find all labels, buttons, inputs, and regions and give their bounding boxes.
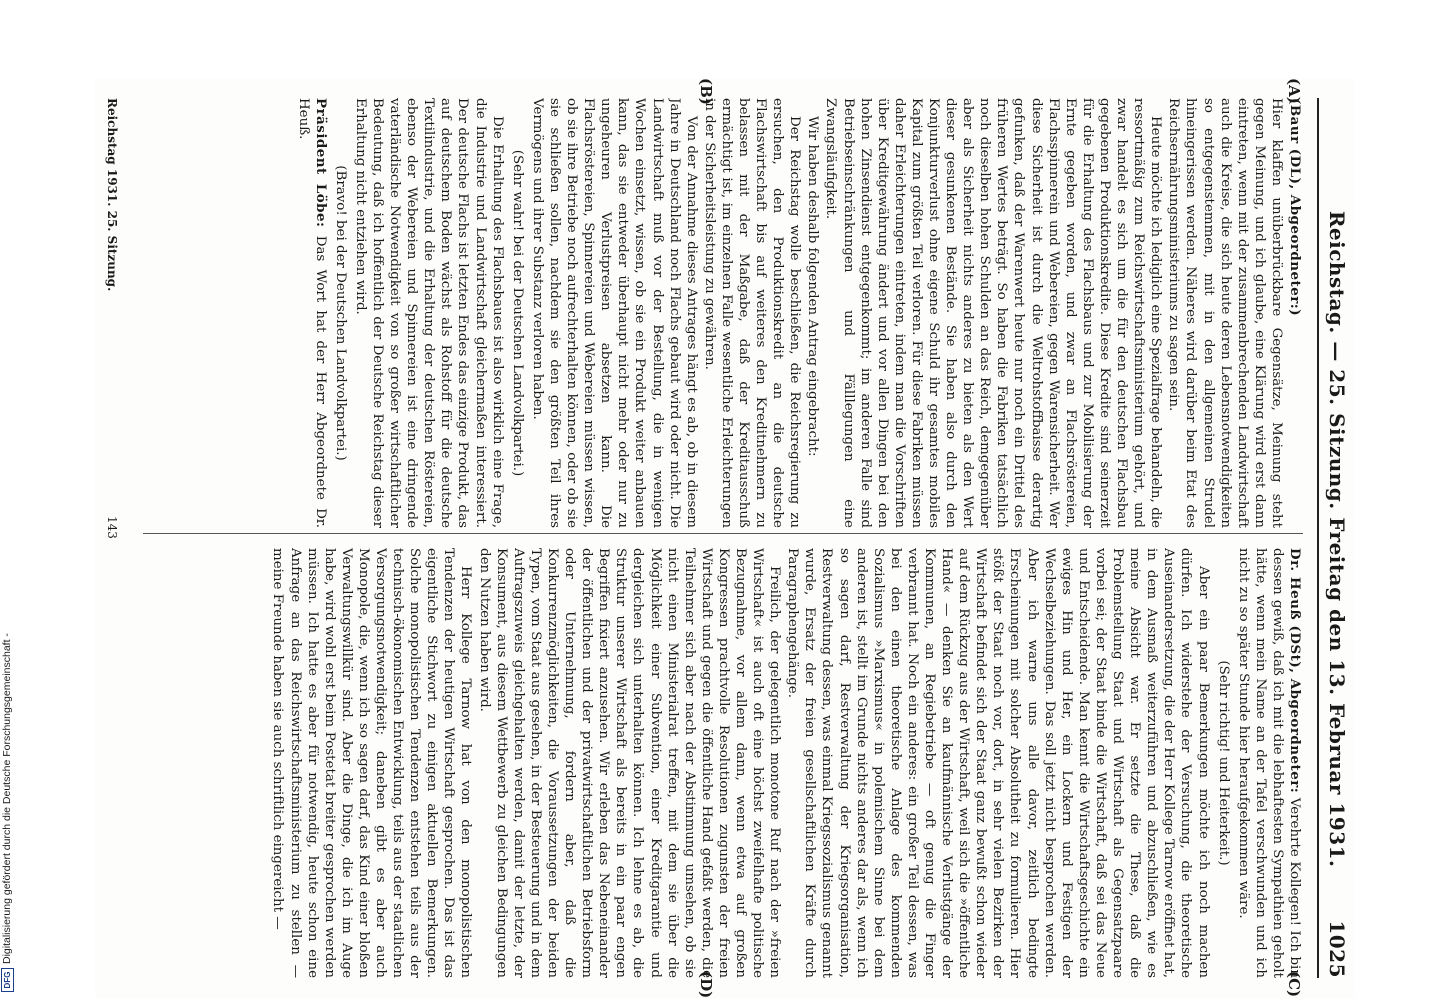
- paragraph: Herr Kollege Tarnow hat von den monopolistischen Tendenzen der heutigen Wirtschaft gesprochen. Das ist das eigentliche Stichwort zu einigen aktuellen Bemerkungen. Solche monopolistischen Tendenzen entstehen teils aus der technisch-ökonomischen Entwicklung, teils aus der staatlichen Versorgungsnotwendigkeit; daneben gibt es aber auch Monopole, die, wenn ich so sagen darf, das Kind einer bloßen Verwaltungswillkür sind. Aber die Dinge, die ich im Auge habe, wird wohl erst beim Postetat breiter gesprochen werden müssen. Ich hatte es aber für notwendig, heute schon eine Anfrage an das Reichswirtschaftsministerium zu stellen — meine Freunde haben sie auch schriftlich eingereicht —: [270, 548, 474, 978]
- footer-session: Reichstag 1931. 25. Sitzung.: [105, 98, 119, 292]
- page-number: 1025: [1325, 920, 1349, 978]
- paragraph: Die Erhaltung des Flachsbaues ist also wirklich eine Frage, die Industrie und Landwirtschaft gleichermaßen interessiert. Der deutsche Flachs ist letzten Endes das einzige Produkt, das auf deutschem Boden wächst als Rohstoff für die deutsche Textilindustrie, und die Erhaltung der deutschen Röstereien, ebenso der Webereien und Spinnereien ist eine dringende vaterländische Notwendigkeit von so großer wirtschaftlicher Bedeutung, daß ich hoffentlich der Deutsche Reichstag dieser Erhaltung nicht entziehen wird.: [352, 98, 505, 528]
- digitization-note-strip: [0, 0, 14, 1000]
- newspaper-page: [95, 78, 1355, 998]
- paragraph: Von der Annahme dieses Antrages hängt es ab, ob in diesem Jahre in Deutschland noch Flachs gebaut wird oder nicht. Die Landwirtschaft muß vor der Bestellung, die in wenigen Wochen einsetzt, wissen, ob sie ein Produkt weiter anbauen kann, das sie entweder überhaupt nicht mehr oder nur zu ungeheuren Verlustpreisen absetzen kann. Die Flachsröstereien, Spinnereien und Webereien müssen wissen, ob sie ihre Betriebe noch aufrechterhalten können, oder ob sie sie schließen sollen, nachdem sie den größten Teil ihres Vermögens und ihrer Substanz verloren haben.: [529, 98, 699, 528]
- paragraph: Freilich, der gelegentlich monotone Ruf nach der »freien Wirtschaft« ist auch oft eine höchst zweifelhafte politische Bezugnahme, vor allem dann, wenn etwa auf großen Kongressen prachtvolle Resolutionen zugunsten der freien Wirtschaft und gegen die öffentliche Hand gefaßt werden, die Teilnehmer sich aber nach der Abstimmung umsehen, ob sie nicht einen Ministerialrat treffen, mit dem sie über die Möglichkeit einer Subvention, einer Kreditgarantie und dergleichen sich unterhalten können. Ich lehne es ab, die Struktur unserer Wirtschaft als bereits in ein paar engen Begriffen fixiert anzusehen. Wir erleben das Nebeneinander der öffentlichen und der privatwirtschaftlichen Betriebsform oder Unternehmung, fordern aber, daß die Konkurrenzmöglichkeiten, die Voraussetzungen der beiden Typen, vom Staat aus gesehen, in der Besteuerung und in dem Auftragszuweis gleichgehalten werden, damit der letzte, der Konsument, aus diesem Wettbewerb zu gleichen Bedingungen den Nutzen haben wird.: [476, 548, 783, 978]
- dfg-logo: DFG: [1, 968, 14, 992]
- speaker-paragraph: [1286, 98, 1303, 528]
- paragraph: Aber ein paar Bemerkungen möchte ich noch machen dürfen. Ich widerstehe der Versuchung, die theoretische Auseinandersetzung, die der Herr Kollege Tarnow eröffnet hat, in dem Ausmaß weiterzuführen und abzuschließen, wie es meine Absicht war. Er setzte die These, daß die Problemstellung Staat und Wirtschaft als Gegensatzpaare vorbei sei; der Staat binde die Wirtschaft, daß sei das Neue und Entscheidende. Man kennt die Wirtschaftsgeschichte ein ewiges Hin und Her, ein Lockern und Festigen der Wechselbeziehungen. Das soll jetzt nicht besprochen werden. Aber ich warne uns alle davor, zeitlich bedingte Erscheinungen mit solcher Absolutheit zu formulieren. Hier stößt der Staat noch vor, dort, in sehr vielen Bezirken der Wirtschaft befindet sich der Staat ganz bewußt schon wieder auf dem Rückzug aus der Wirtschaft, weil sich die »öffentliche Hand« — denken Sie an kaufmännische Verlustgänge der Kommunen, an Regiebetriebe — oft genug die Finger verbrannt hat. Noch ein anderes: ein großer Teil dessen, was bei den einen theoretische Anlage des kommenden Sozialismus »Marxismus« in polemischem Sinne bei dem anderen ist, stellt im Grunde nichts anderes dar als, wenn ich so sagen darf, Restverwaltung der Kriegsorganisation, Restverwaltung dessen, was einmal Kriegssozialismus genannt wurde, Ersatz der freien gesellschaftlichen Kräfte durch Paragraphengehänge.: [785, 548, 1211, 978]
- paragraph: Hier klaffen unüberbrückbare Gegensätze, Meinung steht gegen Meinung, und ich glaube, eine Klärung wird erst dann eintreten, wenn mit der zusammenbrechenden Landwirtschaft auch die Kreise, die sich heute deren Lebensnotwendigkeiten so entgegenstemmen, mit in den allgemeinen Strudel hineingerissen werden. Näheres wird darüber beim Etat des Reichsernährungsministeriums zu sagen sein.: [1166, 98, 1284, 528]
- applause-note: (Bravo! bei der Deutschen Landvolkpartei.): [332, 165, 348, 461]
- page-header: [1317, 98, 1355, 978]
- applause-note: (Sehr wahr! bei der Deutschen Landvolkpartei.): [509, 149, 525, 477]
- right-column: [103, 548, 1303, 978]
- footer-number: 143: [105, 516, 119, 539]
- speaker-name: Präsident Löbe:: [312, 98, 329, 228]
- paragraph: Heute möchte ich lediglich eine Spezialfrage behandeln, die ressortmäßig zum Reichswirtschaftsministerium gehört, und zwar handelt es sich um die für den deutschen Flachsbau gegebenen Produktionskredite. Diese Kredite sind seinerzeit für die Erhaltung des Flachsbaus und zur Mobilisierung der Ernte gegeben worden, und zwar an Flachsröstereien, Flachsspinnerein und Webereien, gegen Warensicherheit. Wer diese Sicherheit ist durch die Weltrohstoffbaisse derartig gefunken, daß der Warenwert heute nur noch ein Drittel des früheren Wertes beträgt. So haben die Fabriken tatsächlich noch dieselben hohen Schulden an das Reich, demgegenüber aber als Sicherheit nichts anderes zu bieten als den Wert dieser gesunkenen Bestände. Sie haben also durch den Konjunkturverlust ohne eigene Schuld ihr gesamtes mobiles Kapital zum größten Teil verloren. Für diese Fabriken müssen daher Erleichterungen eintreten, indem man die Vorschriften über Kreditgewährung ändert und vor allen Dingen bei den hohen Zinsendienst entgegenkommt; im anderen Falle sind Betriebseinschränkungen und Fälllegungen eine Zwangsläufigkeit.: [823, 98, 1164, 528]
- applause-note: (Sehr richtig! und Heiterkeit.): [1215, 660, 1231, 866]
- column-divider: [143, 533, 1303, 534]
- page-title: Reichstag. — 25. Sitzung. Freitag den 13. Februar 1931.: [1325, 210, 1349, 868]
- margin-marker-b: (B): [697, 78, 715, 105]
- speaker-paragraph: [1235, 548, 1303, 978]
- margin-marker-c: (C): [1285, 971, 1303, 998]
- margin-marker-d: (D): [697, 971, 715, 999]
- speaker-paragraph: [295, 98, 329, 528]
- margin-marker-a: (A): [1285, 78, 1303, 104]
- speech-text: Das Wort hat der Herr Abgeordnete Dr. Heuß.: [295, 98, 328, 528]
- speech-text: Verehrte Kollegen! Ich bin dessen gewiß, daß ich mit die lebhaftesten Sympathien geholt hätte, wenn mein Name an der Tafel verschwunden und ich nicht zu so später Stunde hier heraufgekommen wäre.: [1235, 548, 1302, 978]
- digitization-note: Digitalisierung gefördert durch die Deutsche Forschungsgemeinschaft -: [1, 633, 13, 964]
- paragraph: Wir haben deshalb folgenden Antrag eingebracht:: [805, 116, 821, 457]
- left-column: [123, 98, 1303, 528]
- paragraph: Der Reichstag wolle beschließen, die Reichsregierung zu ersuchen, den Produktionskredit an die deutsche Flachswirtschaft bis auf weiteres den Kreditnehmern zu belassen mit der Maßgabe, daß der Kreditausschuß ermächtigt ist, im einzelnen Falle wesentliche Erleichterungen in der Sicherheitsleistung zu gewähren.: [701, 98, 803, 528]
- speaker-name: Dr. Heuß (DSt), Abgeordneter:: [1287, 548, 1303, 794]
- speaker-name: (Baur (DL), Abgeordneter:): [1287, 98, 1303, 317]
